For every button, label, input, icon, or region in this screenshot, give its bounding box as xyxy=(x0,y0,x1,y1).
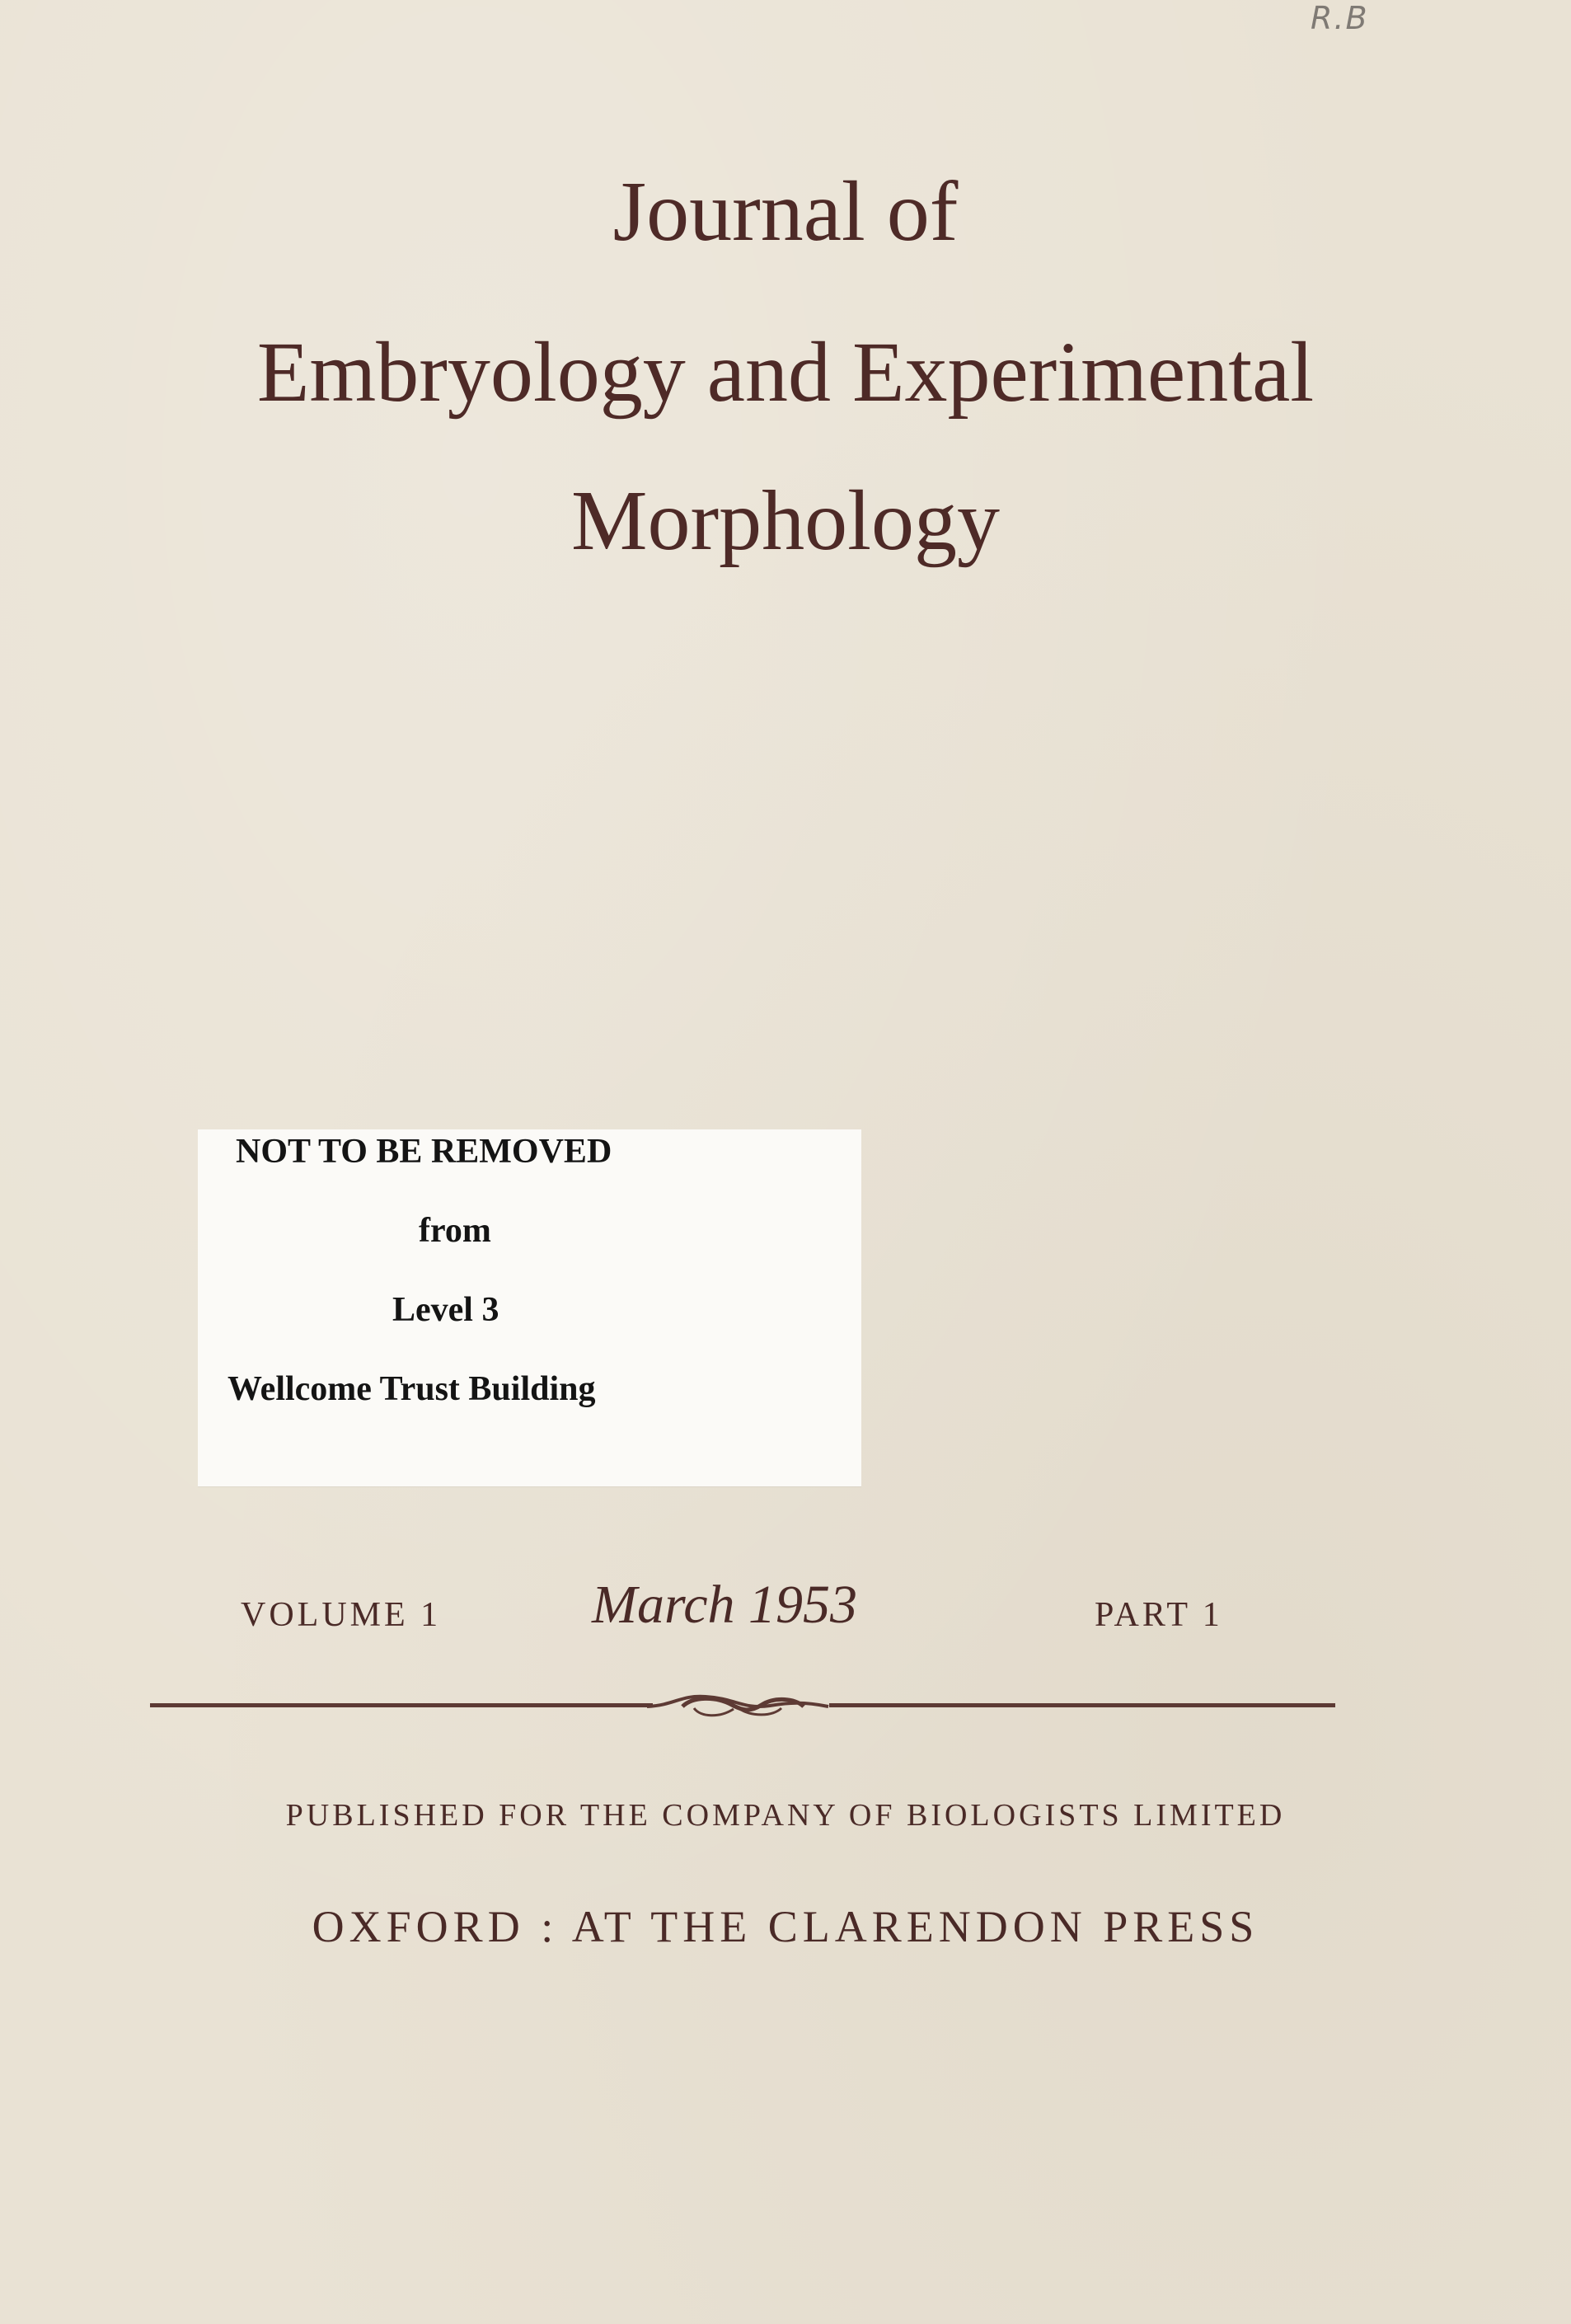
label-line-2: from xyxy=(419,1212,491,1250)
volume-number: VOLUME 1 xyxy=(241,1596,442,1634)
flourish-ornament xyxy=(635,1682,841,1730)
part-number: PART 1 xyxy=(1095,1596,1223,1634)
label-line-4: Wellcome Trust Building xyxy=(227,1370,596,1408)
publisher-line: PUBLISHED FOR THE COMPANY OF BIOLOGISTS LIMITED xyxy=(285,1798,1286,1833)
label-line-1: NOT TO BE REMOVED xyxy=(236,1133,612,1171)
title-line-3: Morphology xyxy=(571,473,1000,568)
title-line-1: Journal of xyxy=(612,164,959,259)
title-line-2: Embryology and Experimental xyxy=(256,325,1315,420)
rule-right xyxy=(829,1703,1335,1707)
issue-date: March 1953 xyxy=(592,1575,858,1635)
rule-left xyxy=(150,1703,653,1707)
handwritten-initials: R.B xyxy=(1311,0,1369,36)
label-line-3: Level 3 xyxy=(392,1291,499,1329)
library-label xyxy=(198,1129,861,1486)
press-line: OXFORD : AT THE CLARENDON PRESS xyxy=(312,1902,1259,1951)
